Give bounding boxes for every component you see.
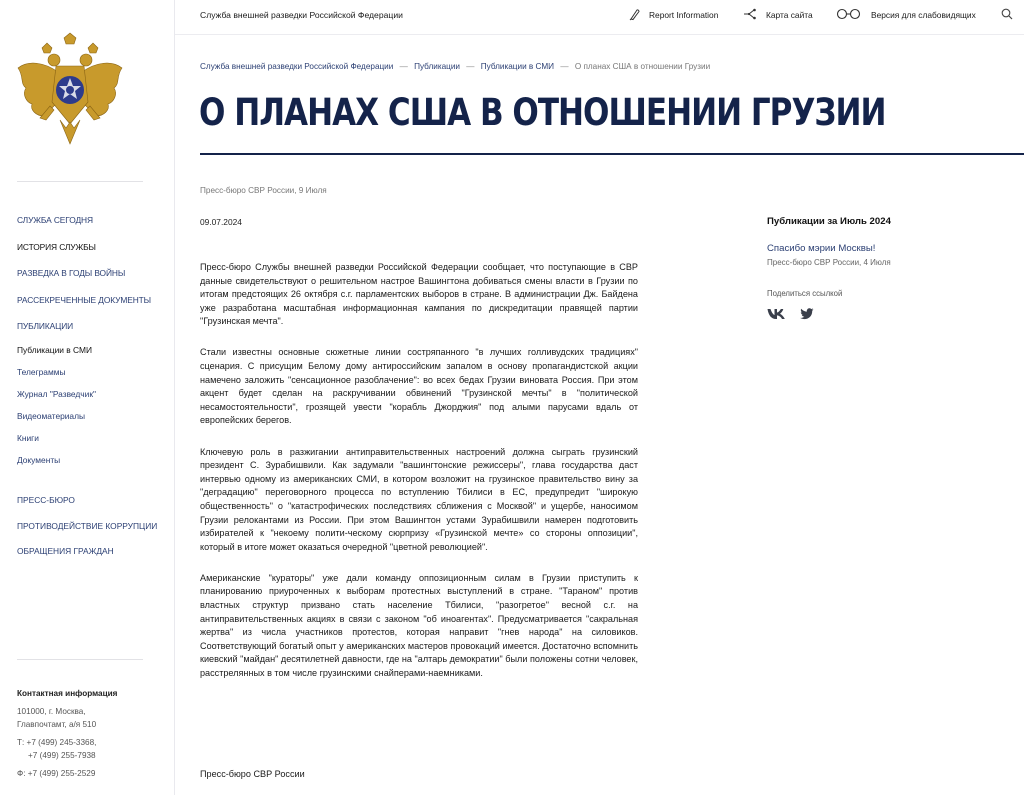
contacts-address: Главпочтамт, а/я 510 [17,720,97,729]
article-paragraph: Ключевую роль в разжигании антиправительственных настроений должна сыграть грузинский президент С. Зурабишвили. Как задумали "вашингтонские режиссеры", глава государства даст интервью одному из американских СМИ, в котором возложит на грузинское правительство вину за "деградацию" переговорного процесса по вступлению Тбилиси в ЕС, предупредит "широкую общественность" о "катастрофических последствиях сближения с Москвой" и ущербе, наносимом Грузии релокантами из России. При этом Вашингтон устами Зурабишвили намерен подготовить избирателей к "некоему полити-ческому сюрпризу «Грузинской мечте» со стороны оппозиции", который в итоге может оказаться очередной "цветной революцией". [200,446,638,552]
sidebar-subitem-documents[interactable]: Документы [17,455,61,466]
sidebar-item-service-today[interactable]: СЛУЖБА СЕГОДНЯ [17,215,93,225]
article-paragraph: Пресс-бюро Службы внешней разведки Российской Федерации сообщает, что поступающие в СВР данные свидетельствуют о решительном настрое Вашингтона добиваться смены власти в Грузии по итогам предстоящих 26 октября с.г. парламентских выборов в стране. В администрации Дж. Байдена уже разработана масштабная информационная кампания по дискредитации правящей партии "Грузинская мечта". [200,262,638,327]
sidebar-subitem-journal[interactable]: Журнал "Разведчик" [17,389,96,400]
report-information-link[interactable]: Report Information [649,10,719,20]
twitter-icon[interactable] [800,308,814,320]
page-title: О ПЛАНАХ США В ОТНОШЕНИИ ГРУЗИИ [199,91,886,134]
article-paragraph: Стали известны основные сюжетные линии состряпанного "в лучших голливудских традициях" сценария. С присущим Белому дому антироссийским запалом в основу пропагандистской акции намечено заложить "сенсационное разоблачение": во всех бедах Грузии виновата Россия. При этом акцент будет сделан на раскручивании обвинений "Грузинской мечты" в "политической несамостоятельности", грозящей увести "корабль Джорджия" под алыми парусами вдаль от европейских берегов. [200,347,638,426]
article-signature: Пресс-бюро СВР России [200,769,305,779]
sidebar-item-declassified[interactable]: РАССЕКРЕЧЕННЫЕ ДОКУМЕНТЫ [17,294,151,305]
breadcrumb-item-home[interactable]: Служба внешней разведки Российской Федерации [200,62,394,71]
breadcrumb-item-publications[interactable]: Публикации [414,62,460,71]
accessible-version-link[interactable]: Версия для слабовидящих [871,10,976,20]
article-body [200,261,638,698]
related-title: Публикации за Июль 2024 [767,216,891,227]
contacts-title: Контактная информация [17,689,118,698]
sidebar-subitem-video[interactable]: Видеоматериалы [17,411,85,422]
title-divider [200,153,1024,155]
breadcrumb-separator: — [466,62,475,71]
article-date: 09.07.2024 [200,217,242,227]
contacts-address: 101000, г. Москва, [17,707,86,716]
contacts-block [17,687,117,780]
sidebar-subitem-telegrams[interactable]: Телеграммы [17,367,66,378]
sidebar-sub-nav [17,344,96,477]
top-bar [175,0,1024,35]
sidebar-divider [17,181,143,182]
vk-icon[interactable] [767,308,786,320]
sidebar-item-press[interactable]: ПРЕСС-БЮРО [17,495,75,505]
sidebar-item-appeals[interactable]: ОБРАЩЕНИЯ ГРАЖДАН [17,546,114,556]
contacts-phone[interactable]: +7 (499) 255-7938 [28,751,96,760]
breadcrumb-item-media[interactable]: Публикации в СМИ [480,62,555,71]
sidebar-item-history[interactable]: ИСТОРИЯ СЛУЖБЫ [17,241,96,252]
sidebar-item-war-years[interactable]: РАЗВЕДКА В ГОДЫ ВОЙНЫ [17,268,126,278]
site-title[interactable]: Служба внешней разведки Российской Федерации [200,10,403,20]
share-label: Поделиться ссылкой [767,289,843,298]
glasses-icon[interactable] [836,8,861,20]
related-link[interactable]: Спасибо мэрии Москвы! [767,243,876,254]
sidebar-item-publications[interactable]: ПУБЛИКАЦИИ [17,321,74,331]
sidebar-subitem-media[interactable]: Публикации в СМИ [17,345,92,355]
sidebar-divider [17,659,143,660]
related-publications [767,216,987,320]
related-meta: Пресс-бюро СВР России, 4 Июля [767,258,891,267]
sitemap-link[interactable]: Карта сайта [766,10,813,20]
breadcrumb [200,62,710,71]
article-byline: Пресс-бюро СВР России, 9 Июля [200,186,327,195]
sidebar-subitem-books[interactable]: Книги [17,433,39,444]
contacts-phone[interactable]: Т: +7 (499) 245-3368, [17,738,97,747]
sitemap-icon[interactable] [743,7,757,21]
breadcrumb-separator: — [399,62,408,71]
sidebar-main-nav [17,214,151,347]
sidebar [0,0,175,795]
sidebar-extra-nav [17,494,157,571]
search-icon[interactable] [1001,8,1013,20]
article-paragraph: Американские "кураторы" уже дали команду оппозиционным силам в Грузии приступить к планированию приуроченных к выборам протестных выступлений в стране. "Тараном" против властных структур призвано стать население Тбилиси, "разогретое" весной с.г. на антиправительственных акциях в связи с законом "об иноагентах". Предусматривается "сакральная жертва" из числа участников протестов, которая направит "гнев народа" на силовиков. Соответствующий богатый опыт у американских мастеров провокаций имеется. Достаточно вспомнить киевский "майдан" десятилетней давности, где на "алтарь демократии" были положены сотни человек, расстрелянных в том числе грузинскими снайперами-наемниками. [200,572,638,678]
sidebar-item-anticorruption[interactable]: ПРОТИВОДЕЙСТВИЕ КОРРУПЦИИ [17,520,158,531]
breadcrumb-item-current: О планах США в отношении Грузии [574,62,711,71]
emblem-icon[interactable] [14,32,126,150]
share-buttons [767,308,987,320]
pen-icon[interactable] [628,7,640,21]
breadcrumb-separator: — [560,62,569,71]
contacts-fax: Ф: +7 (499) 255-2529 [17,769,96,778]
